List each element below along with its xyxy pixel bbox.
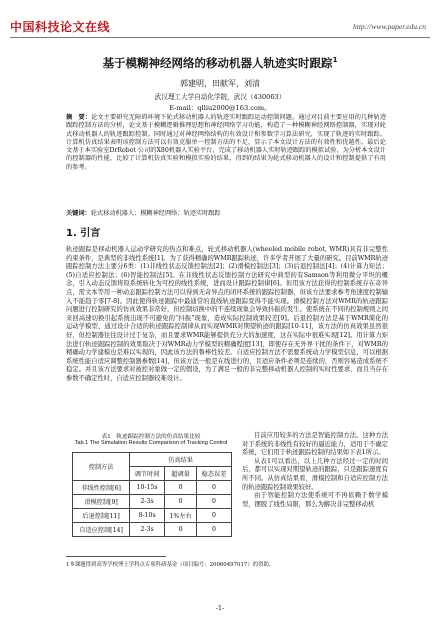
col-time-header: 调节时间 <box>130 467 165 481</box>
cell-time: 2-3s <box>130 495 165 509</box>
page-number: -1- <box>215 604 225 612</box>
cell-overshoot: 0 <box>165 495 197 509</box>
abstract-label: 摘 要： <box>66 114 92 121</box>
col-error-header: 稳态误差 <box>197 467 232 481</box>
cell-method: 滑模控制[9] <box>73 495 130 509</box>
keywords-text: 轮式移动机器人；模糊神经网络；轨迹实时跟踪 <box>90 210 221 217</box>
section-title: 引言 <box>80 228 101 239</box>
abstract-text: 论文主要研究无障碍环境下轮式移动机器人的轨迹实时跟踪运动控制问题。通过对目前主要应用的几种轨迹跟踪控制方法的分析，论文基于模糊逻辑推理思想和神经网络学习功能，构造了一种模糊神经网络控制器，实现对轮式移动机器人的轨迹跟踪控制。同时通过对神经网络结构的有效设计和参数学习算法研究，实现了轨迹的实时跟踪。计算机仿真结果表明该控制方法可以有效克服单一控制方法的不足，显示了本文设计方法的有效性和优越性。最后论文基于本实验室DrRobot 公司的X80机器人实验平台，完成了移动机器人实时轨迹跟踪的模拟试验，为分析本文设计的控制器的性能，比较了计算机仿真实验和模拟实验的结果，得到的结果为轮式移动机器人的设计和控制提供了有用的参考。 <box>66 114 387 171</box>
site-logo-text: 中国科技论文在线 <box>10 20 111 34</box>
table-caption-cn: 表1 轨迹跟踪控制方法的仿真结果比较 <box>101 434 201 440</box>
abstract <box>66 114 386 172</box>
cell-overshoot: 0 <box>165 481 197 495</box>
header-rule <box>10 37 430 38</box>
right-paragraph-2: 从表1可以看出，以上几种方法经过一定的时间后，都可以实现对期望轨迹的跟踪，只是跟踪速度有所不同。从仿真结果看，滑模控制和自适应控制方法的轨迹跟踪控制效果较好。 <box>242 457 388 491</box>
cell-time: 2-3s <box>130 523 165 537</box>
cell-error: 0 <box>197 509 232 523</box>
col-group-header: 仿真结果 <box>130 453 232 467</box>
col-method-header: 控制方法 <box>73 453 130 481</box>
title-footnote-mark: 1 <box>332 56 338 65</box>
authors: 郭建明，田献军，刘清 <box>180 79 260 88</box>
comparison-table <box>72 452 232 537</box>
affiliation: 武汉理工大学自动化学院，武汉（430063） <box>154 93 286 101</box>
site-url[interactable]: http://www.paper.edu.cn <box>353 22 426 31</box>
table-row <box>73 523 232 537</box>
col-overshoot-header: 超调量 <box>165 467 197 481</box>
cell-overshoot: 0 <box>165 523 197 537</box>
footnote: 1本课题得到高等学校博士学科点专项科研基金（项目编号：20060497017）的资助。 <box>66 562 275 568</box>
section-number: 1. <box>66 228 77 239</box>
section1-paragraph: 轨迹跟踪是移动机器人运动学研究的热点和难点，轮式移动机器人(wheeled mobile robot, WMR)具有非完整性约束条件，是典型的非线性系统[1]。为了获得精确的WMR跟踪轨迹，许多学者开展了大量的研究。目前WMR轨迹跟踪控制方法主要分6类：(1)非线性状态反馈控制法[2]；(2)滑模控制法[3]；(3)后退控制法[4]；(4)计算力矩法；(5)自适应控制法；(6)智能控制法[5]。在非线性状态反馈控制方法研究中典型的有Samson等利用微分平坦的概念，引入动态反馈将原系统转化为可控的线性系统，进而设计跟踪控制律[6]。但用该方法获得的控制系统存在奇异点，需文本等用一种动态跟踪控制方法可以得到无奇异点的闭环系统的跟踪控制器，但该方法要求参考角速度控制输入不能趋于零[7-8]。因此使得轨迹跟踪中最通常的直线轨迹跟踪变得不能实现。滑模控制方法对WMR的轨迹跟踪问题进行控制研究的仿真效果非常好，但控制切换中的不连续现象会导致抖振的发生。使系统在不同的控制规则之间来回高速切换引起系统出现不可避免的“抖振”现象，造成实际控制效果较差[9]。后退控制方法是基于WMR简化的运动学模型，通过设计合适的轨迹跟踪控制律从而实现WMR对期望轨迹的跟踪[10-11]，该方法的仿真效果虽然很好，但控制器往往设计过于复杂，而且要求WMR能够提供充分大的加速度，这在实际中很难实现[12]。用计算力矩法进行轨迹跟踪控制的效果取决于对WMR动力学模型的精确程度[13]，即使存在无外界干扰的条件下，对WMR的精确动力学建模也是难以实现的，因此该方法的鲁棒性较差。自适应控制方法不需要系统动力学模型信息，可以根据系统性能自适应调整控制器参数[14]，但该方法一般是在线进行的，且适应条件必须是连续的，否则容易造成系统不稳定。并且该方法要求对被控对象做一定的假设，为了满足一般的非完整移动机器人控制的实时性要求，而且当存在参数不确定性时，自适应控制器较难设计。 <box>66 246 388 382</box>
table-row <box>73 495 232 509</box>
cell-time: 10-15s <box>130 481 165 495</box>
section-heading <box>66 224 100 239</box>
keywords <box>66 208 386 217</box>
site-logo[interactable] <box>10 18 110 35</box>
email[interactable]: E-mail：qlliu2000@163.com。 <box>169 104 271 112</box>
cell-error: 0 <box>197 481 232 495</box>
cell-method: 自适应控制[14] <box>73 523 130 537</box>
table-caption-en: Tab.1 The Simulation Results Comparison of Tracking Control <box>74 440 228 446</box>
right-paragraph-1: 目前应用较多的方法是智能控制方法。这种方法对于系统的非线性有较好的逼近能力，适用于不确定系统，它们用于轨迹跟踪控制的结果如下表1所示。 <box>242 432 388 457</box>
table-row <box>73 481 232 495</box>
right-column <box>242 432 388 509</box>
cell-overshoot: 1%左右 <box>165 509 197 523</box>
cell-method: 非线性控制[6] <box>73 481 130 495</box>
keywords-label: 关键词： <box>66 210 91 217</box>
cell-error: 0 <box>197 495 232 509</box>
paper-title-text: 基于模糊神经网络的移动机器人轨迹实时跟踪 <box>102 56 333 70</box>
paper-title <box>0 55 440 71</box>
cell-time: 8-10s <box>130 509 165 523</box>
right-paragraph-3: 由于智能控制方法使系统可不再依赖于数学模型，摆脱了线性局限，那么为解决非完整移动机 <box>242 492 388 508</box>
footnote-rule <box>66 556 166 557</box>
cell-method: 后退控制[11] <box>73 509 130 523</box>
table-header-row <box>73 453 232 467</box>
table-row <box>73 509 232 523</box>
cell-error: 0 <box>197 523 232 537</box>
